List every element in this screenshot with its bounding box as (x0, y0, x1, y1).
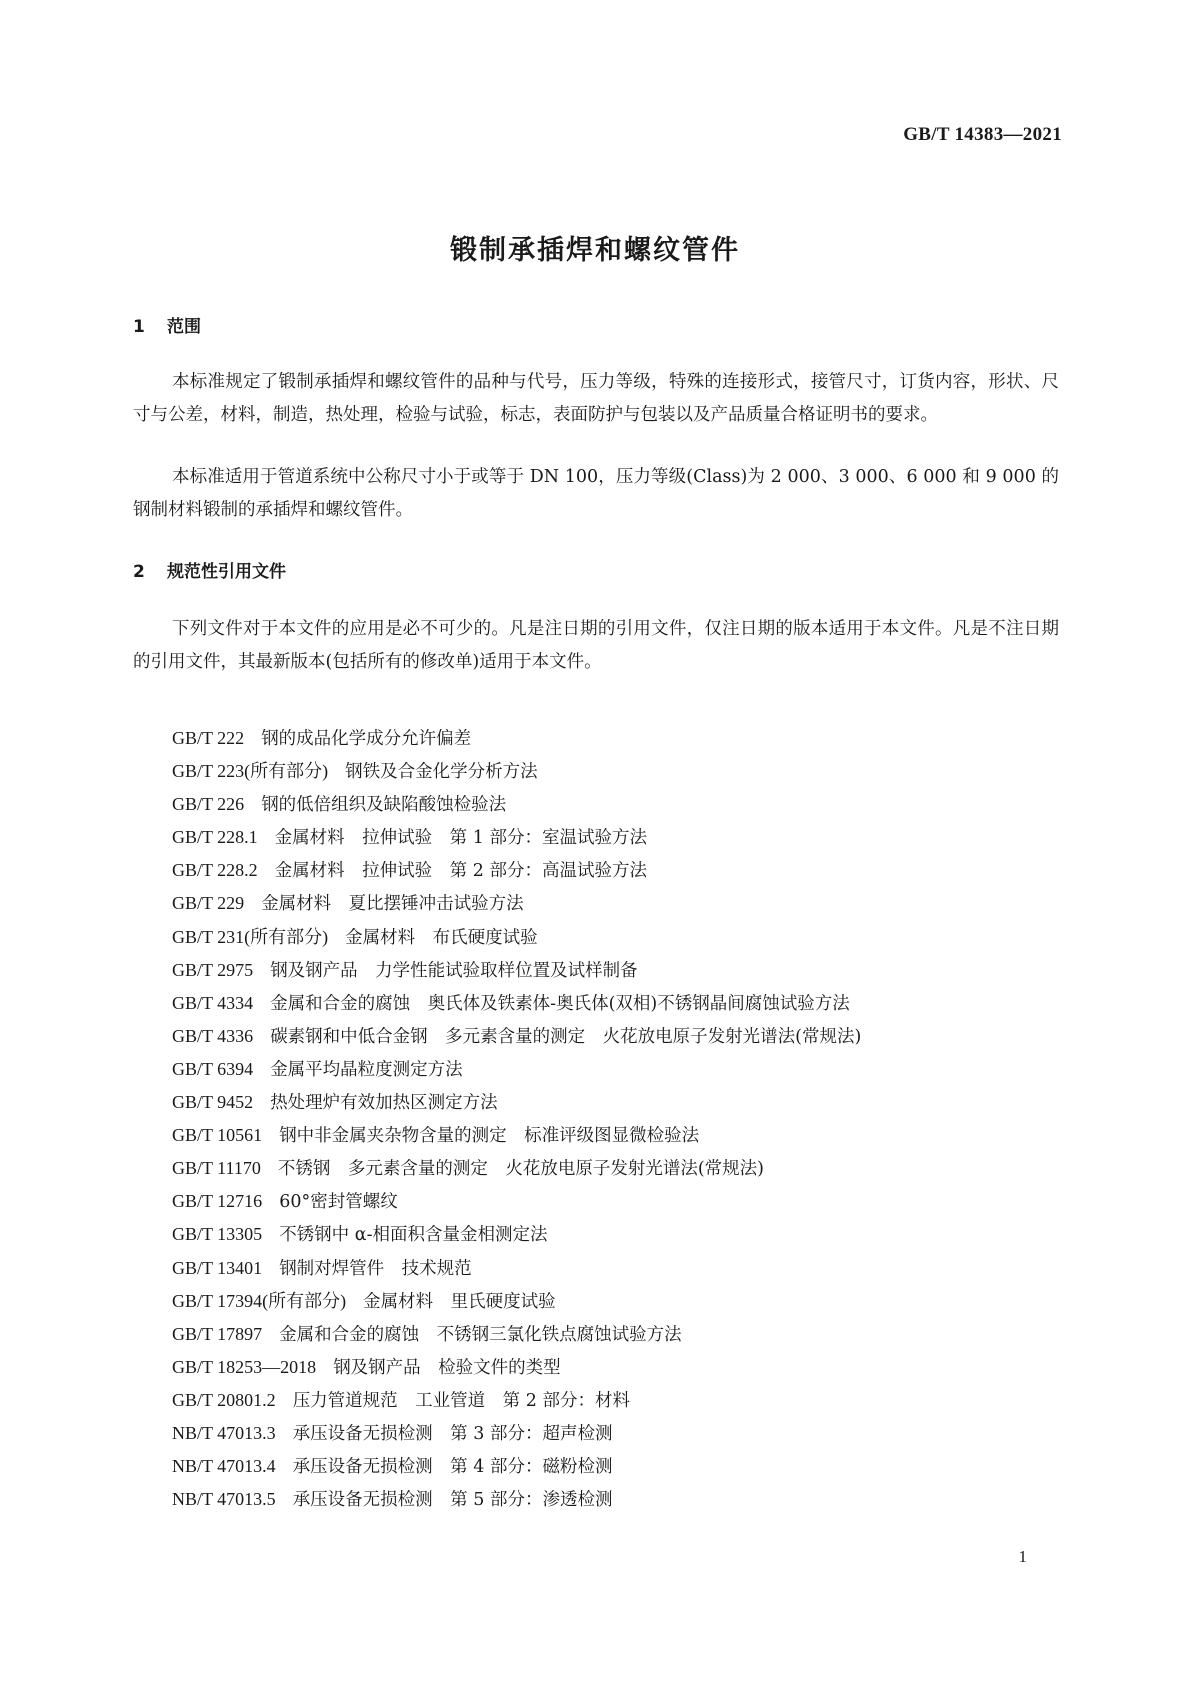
reference-title: 60°密封管螺纹 (279, 1192, 398, 1213)
reference-code: GB/T 10561 (172, 1125, 263, 1146)
reference-item (172, 755, 861, 788)
page-number: 1 (1018, 1547, 1027, 1566)
reference-code: GB/T 18253—2018 (172, 1356, 317, 1377)
reference-code: GB/T 13305 (172, 1224, 263, 1245)
reference-code: GB/T 4336 (172, 1025, 254, 1046)
reference-title: 钢制对焊管件 技术规范 (279, 1258, 472, 1279)
reference-item (172, 1218, 861, 1251)
reference-code: NB/T 47013.3 (172, 1422, 276, 1443)
reference-item (172, 788, 861, 821)
reference-code: GB/T 228.1 (172, 827, 258, 848)
reference-title: 不锈钢中 α-相面积含量金相测定法 (279, 1225, 548, 1246)
reference-code: GB/T 12716 (172, 1191, 263, 1212)
reference-title: 碳素钢和中低合金钢 多元素含量的测定 火花放电原子发射光谱法(常规法) (270, 1026, 862, 1047)
reference-item (172, 887, 861, 920)
reference-list (172, 722, 861, 1516)
reference-code: GB/T 2975 (172, 959, 254, 980)
reference-title: 金属材料 夏比摆锤冲击试验方法 (261, 894, 524, 915)
reference-title: 金属材料 拉伸试验 第 1 部分：室温试验方法 (274, 828, 647, 849)
reference-item (172, 1119, 861, 1152)
reference-item (172, 821, 861, 854)
reference-code: GB/T 229 (172, 893, 245, 914)
reference-item (172, 954, 861, 987)
reference-title: 钢的成品化学成分允许偏差 (261, 729, 472, 749)
reference-code: GB/T 6394 (172, 1058, 254, 1079)
normative-references-intro: 下列文件对于本文件的应用是必不可少的。凡是注日期的引用文件，仅注日期的版本适用于本文件。凡是不注日期的引用文件，其最新版本(包括所有的修改单)适用于本文件。 (133, 619, 1059, 672)
reference-title: 压力管道规范 工业管道 第 2 部分：材料 (292, 1390, 630, 1411)
reference-code: GB/T 13401 (172, 1257, 263, 1278)
reference-code: GB/T 4334 (172, 992, 254, 1013)
reference-code: GB/T 20801.2 (172, 1389, 276, 1410)
section-1-title: 范围 (167, 317, 201, 337)
reference-code: GB/T 11170 (172, 1158, 261, 1179)
reference-item (172, 1053, 861, 1086)
reference-item (172, 854, 861, 887)
reference-title: 钢及钢产品 检验文件的类型 (333, 1357, 561, 1378)
reference-title: 钢中非金属夹杂物含量的测定 标准评级图显微检验法 (279, 1126, 700, 1147)
scope-paragraph-1: 本标准规定了锻制承插焊和螺纹管件的品种与代号，压力等级，特殊的连接形式，接管尺寸，订货内容，形状、尺寸与公差，材料，制造，热处理，检验与试验，标志，表面防护与包装以及产品质量合格证明书的要求。 (133, 372, 1059, 425)
standard-code: GB/T 14383—2021 (903, 124, 1062, 145)
reference-title: 钢的低倍组织及缺陷酸蚀检验法 (261, 795, 507, 816)
reference-title: 金属和合金的腐蚀 不锈钢三氯化铁点腐蚀试验方法 (279, 1324, 682, 1345)
reference-item (172, 1351, 861, 1384)
reference-title: 承压设备无损检测 第 4 部分：磁粉检测 (292, 1457, 613, 1478)
reference-item (172, 1185, 861, 1218)
reference-item (172, 1450, 861, 1483)
reference-title: 金属材料 里氏硬度试验 (363, 1291, 556, 1312)
reference-code: NB/T 47013.5 (172, 1489, 276, 1510)
reference-title: 钢及钢产品 力学性能试验取样位置及试样制备 (270, 960, 638, 981)
reference-item (172, 987, 861, 1020)
reference-code: NB/T 47013.4 (172, 1456, 276, 1477)
section-1-heading (133, 312, 201, 337)
reference-code: GB/T 17897 (172, 1323, 263, 1344)
reference-title: 钢铁及合金化学分析方法 (345, 762, 538, 783)
section-2-number: 2 (133, 562, 145, 582)
reference-title: 金属平均晶粒度测定方法 (270, 1059, 463, 1080)
scope-paragraph-2: 本标准适用于管道系统中公称尺寸小于或等于 DN 100，压力等级(Class)为 2 000、3 000、6 000 和 9 000 的钢制材料锻制的承插焊和螺纹管件。 (133, 467, 1059, 520)
reference-title: 金属和合金的腐蚀 奥氏体及铁素体-奥氏体(双相)不锈钢晶间腐蚀试验方法 (270, 993, 850, 1014)
reference-item (172, 1152, 861, 1185)
document-title: 锻制承插焊和螺纹管件 (450, 235, 740, 266)
reference-item (172, 1318, 861, 1351)
reference-title: 金属材料 布氏硬度试验 (345, 927, 538, 948)
reference-item (172, 1020, 861, 1053)
reference-code: GB/T 226 (172, 794, 245, 815)
reference-code: GB/T 222 (172, 728, 245, 748)
reference-item (172, 722, 861, 755)
reference-title: 热处理炉有效加热区测定方法 (270, 1093, 498, 1114)
reference-item (172, 921, 861, 954)
reference-title: 承压设备无损检测 第 5 部分：渗透检测 (292, 1490, 613, 1511)
reference-code: GB/T 17394(所有部分) (172, 1290, 347, 1311)
reference-item (172, 1417, 861, 1450)
reference-code: GB/T 231(所有部分) (172, 926, 329, 947)
reference-item (172, 1086, 861, 1119)
section-1-number: 1 (133, 317, 145, 337)
reference-code: GB/T 228.2 (172, 860, 258, 881)
reference-title: 金属材料 拉伸试验 第 2 部分：高温试验方法 (274, 861, 647, 882)
reference-title: 不锈钢 多元素含量的测定 火花放电原子发射光谱法(常规法) (277, 1159, 764, 1180)
reference-item (172, 1483, 861, 1516)
reference-item (172, 1252, 861, 1285)
reference-code: GB/T 223(所有部分) (172, 761, 329, 782)
reference-item (172, 1384, 861, 1417)
reference-code: GB/T 9452 (172, 1092, 254, 1113)
section-2-heading (133, 557, 286, 582)
section-2-title: 规范性引用文件 (167, 562, 286, 582)
reference-item (172, 1285, 861, 1318)
reference-title: 承压设备无损检测 第 3 部分：超声检测 (292, 1423, 613, 1444)
